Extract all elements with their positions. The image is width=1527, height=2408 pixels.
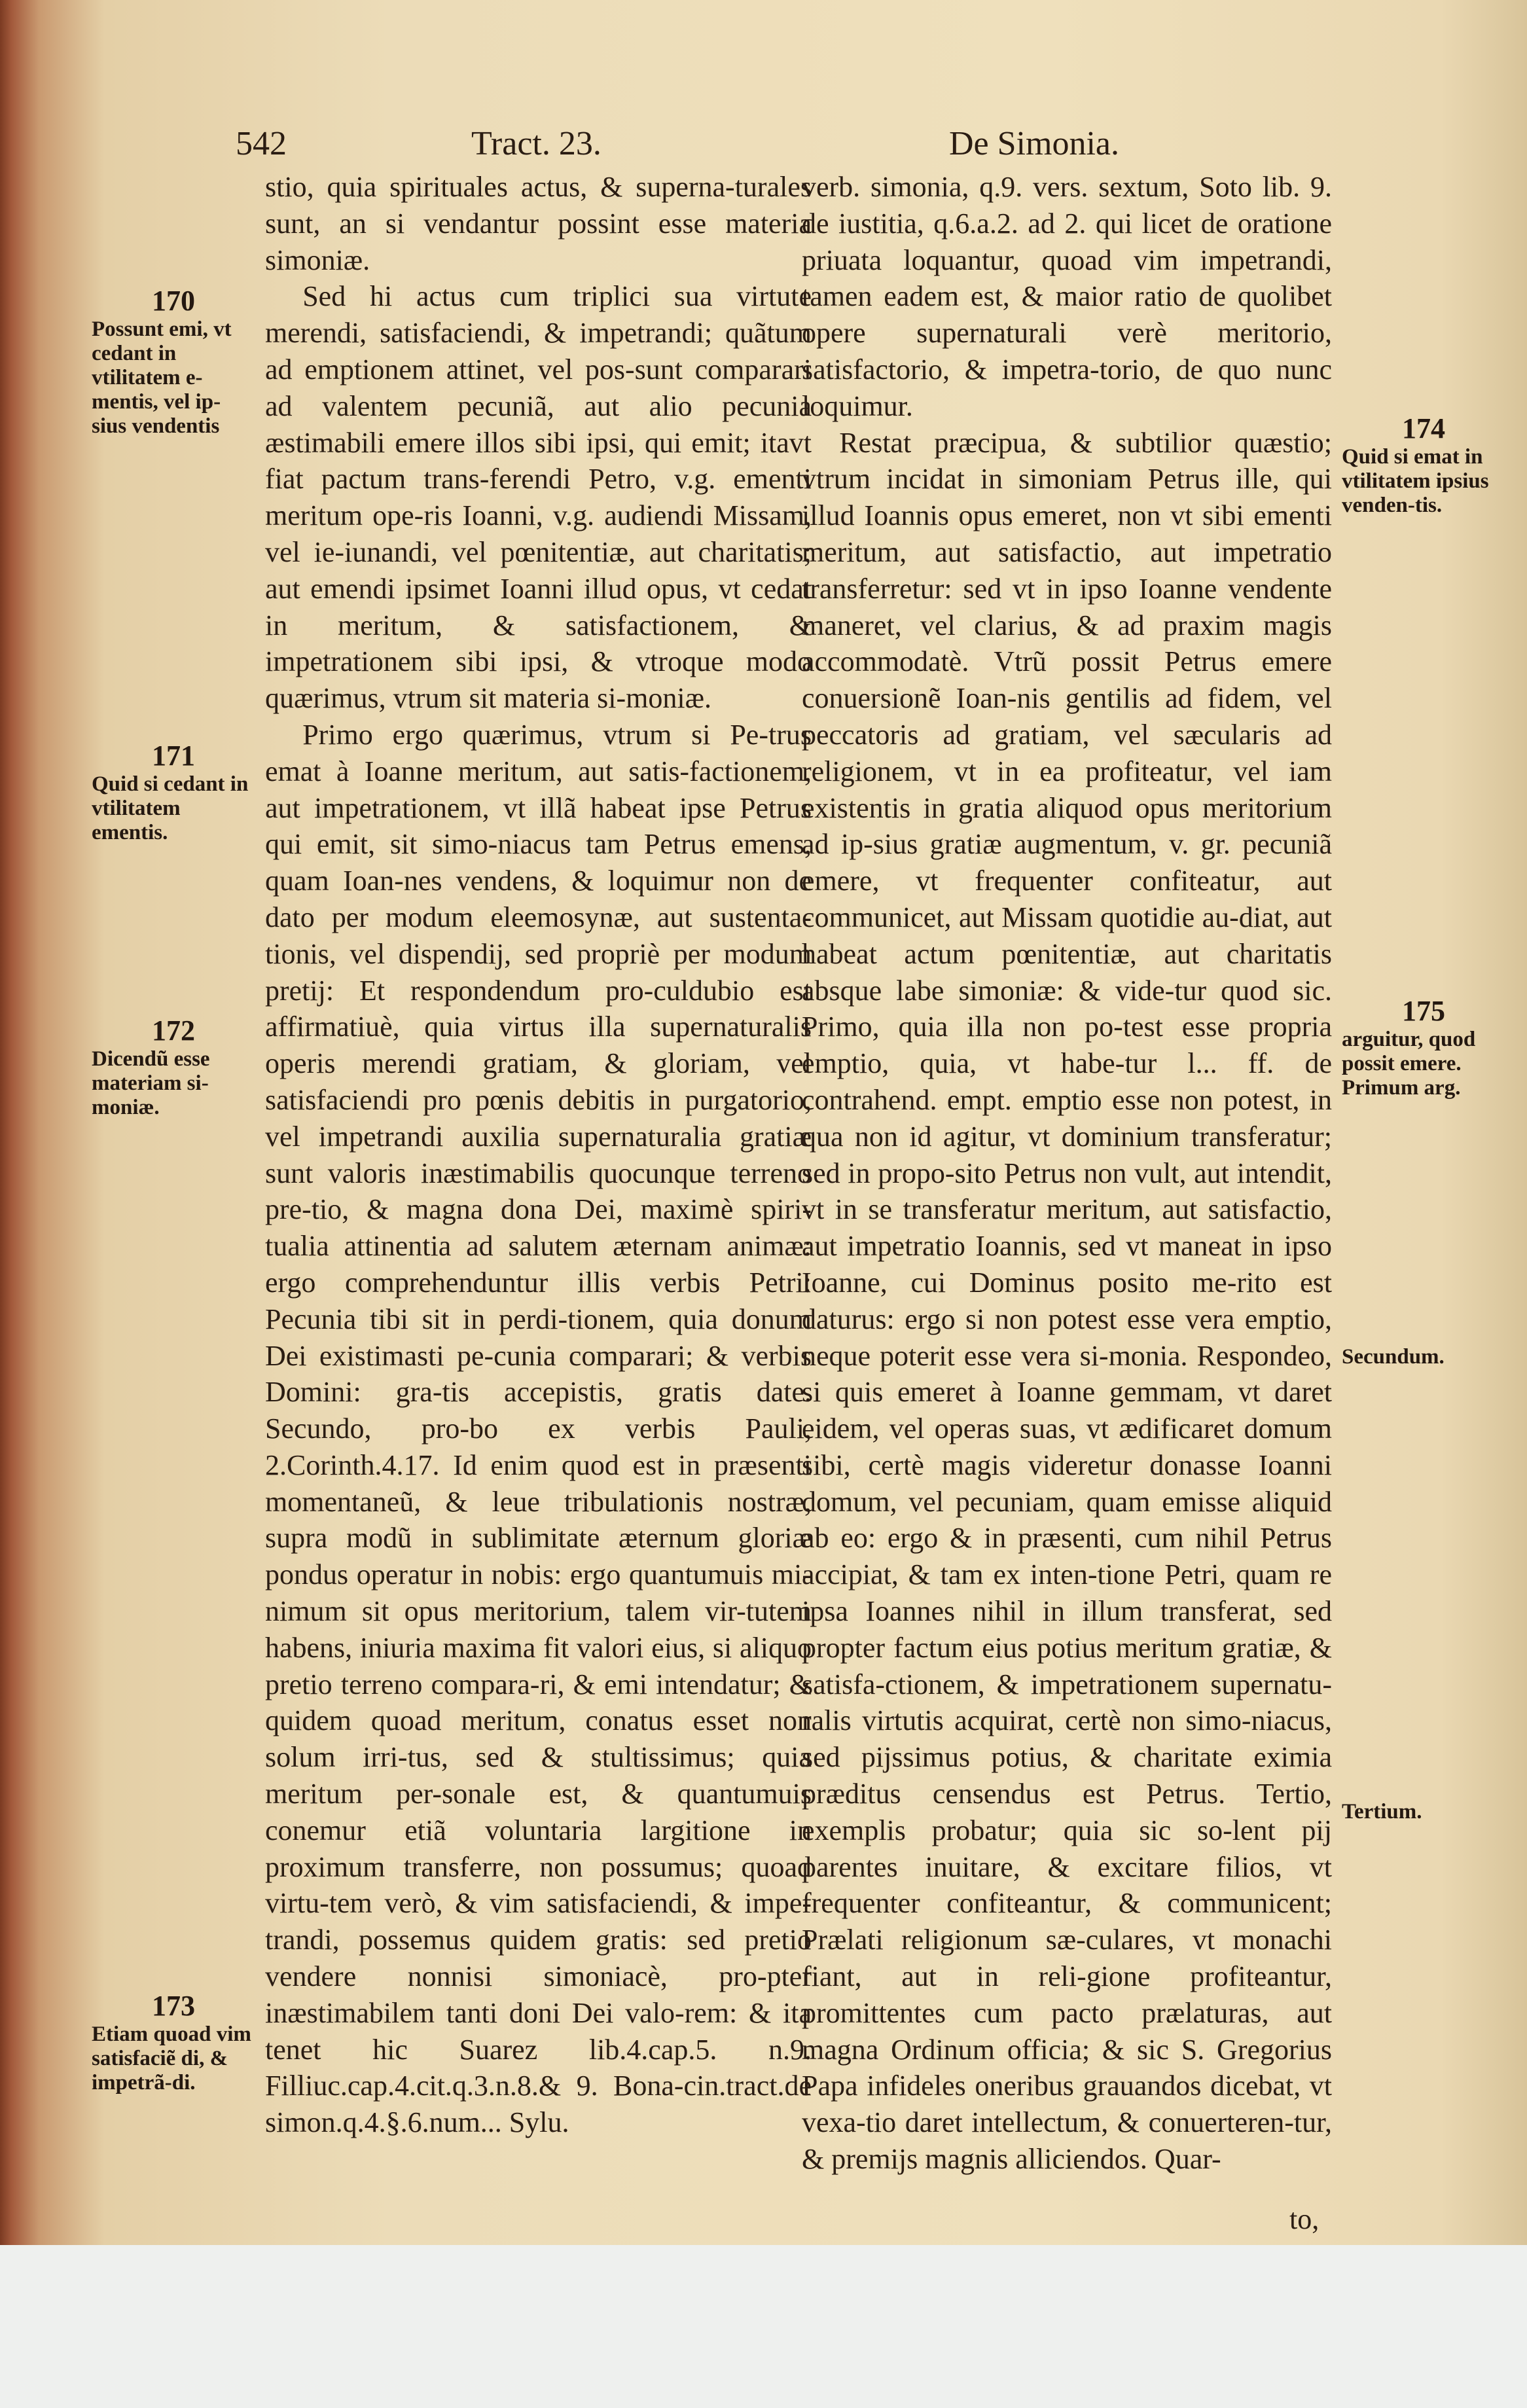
margin-note-text: arguitur, quod possit emere. Primum arg. bbox=[1342, 1028, 1476, 1100]
margin-note-173 bbox=[92, 1990, 255, 2095]
paragraph: Primo ergo quærimus, vtrum si Pe-trus emat à Ioanne meritum, aut satis-factionem, aut impetrationem, vt illã habeat ipse Petrus qui emit, sit simo-niacus tam Petrus emens, quam Ioan-nes vendens, & loquimur non de dato per modum eleemosynæ, aut sustenta-tionis, vel dispendij, sed propriè per modum pretij: Et respondendum pro-culdubio est affirmatiuè, quia virtus illa supernaturalis operis merendi gratiam, & gloriam, vel satisfaciendi pro pœnis debitis in purgatorio, vel impetrandi auxilia supernaturalia gratiæ sunt valoris inæstimabilis quocunque terreno pre-tio, & magna dona Dei, maximè spiri-tualia attinentia ad salutem æternam animæ: ergo comprehenduntur illis verbis Petri: Pecunia tibi sit in perdi-tionem, quia donum Dei existimasti pe-cunia comparari; & verbis Domini: gra-tis accepistis, gratis date. Secundo, pro-bo ex verbis Pauli, 2.Corinth.4.17. Id enim quod est in præsenti momentaneũ, & leue tribulationis nostræ, supra modũ in sublimitate æternum gloriæ pondus operatur in nobis: ergo quantumuis mi-nimum sit opus meritorium, talem vir-tutem habens, iniuria maxima fit valori eius, si aliquo pretio terreno compara-ri, & emi intendatur; & quidem quoad meritum, conatus esset non solum irri-tus, sed & stultissimus; quia meritum per-sonale est, & quantumuis conemur etiã voluntaria largitione in proximum transferre, non possumus; quoad virtu-tem verò, & vim satisfaciendi, & impe-trandi, possemus quidem gratis: sed pretio vendere nonnisi simoniacè, pro-pter inæstimabilem tanti doni Dei valo-rem: & ita tenet hic Suarez lib.4.cap.5. n.9. Filliuc.cap.4.cit.q.3.n.8.& 9. Bona-cin.tract.de simon.q.4.§.6.num... Sylu. bbox=[265, 718, 812, 2139]
scan-background-strip bbox=[0, 2245, 1527, 2408]
margin-note-number: 174 bbox=[1402, 412, 1445, 444]
running-header bbox=[236, 115, 1492, 173]
left-text-column bbox=[265, 169, 812, 2141]
paragraph: stio, quia spirituales actus, & superna-turales sunt, an si vendantur possint esse materia simoniæ. bbox=[265, 171, 812, 276]
margin-note-text: Etiam quoad vim satisfaciẽ di, & impetrã-di. bbox=[92, 2022, 251, 2094]
margin-note-174 bbox=[1342, 412, 1505, 518]
margin-note-175 bbox=[1342, 995, 1505, 1100]
margin-note-171 bbox=[92, 740, 255, 845]
margin-note-text: Secundum. bbox=[1342, 1345, 1445, 1369]
margin-note-number: 175 bbox=[1402, 995, 1445, 1027]
paragraph: Sed hi actus cum triplici sua virtute merendi, satisfaciendi, & impetrandi; quãtum ad emptionem attinet, vel pos-sunt comparari ad valentem pecuniã, aut alio pecunia æstimabili emere illos sibi ipsi, qui emit; itavt fiat pactum trans-ferendi Petro, v.g. ementi meritum ope-ris Ioanni, v.g. audiendi Missam, vel ie-iunandi, vel pœnitentiæ, aut charitatis; aut emendi ipsimet Ioanni illud opus, vt cedat in meritum, & satisfactionem, & impetrationem sibi ipsi, & vtroque modo quærimus, vtrum sit materia si-moniæ. bbox=[265, 280, 812, 715]
margin-note-number: 170 bbox=[152, 285, 195, 317]
header-left-title: Tract. 23. bbox=[471, 125, 602, 162]
margin-note-text: Possunt emi, vt cedant in vtilitatem e-mentis, vel ip-sius vendentis bbox=[92, 317, 232, 438]
paragraph: verb. simonia, q.9. vers. sextum, Soto lib. 9. de iustitia, q.6.a.2. ad 2. qui licet de oratione priuata loquantur, quoad vim impetrandi, tamen eadem est, & maior ratio de quolibet opere supernaturali verè meritorio, satisfactorio, & impetra-torio, de quo nunc loquimur. bbox=[802, 171, 1332, 422]
margin-note-text: Quid si cedant in vtilitatem ementis. bbox=[92, 772, 249, 844]
margin-note-number: 171 bbox=[152, 740, 195, 772]
margin-note-text: Dicendũ esse materiam si-moniæ. bbox=[92, 1047, 210, 1119]
header-right-title: De Simonia. bbox=[949, 125, 1119, 162]
margin-note-text: Quid si emat in vtilitatem ipsius venden-tis. bbox=[1342, 445, 1489, 517]
margin-note-tertium bbox=[1342, 1800, 1505, 1824]
right-text-column bbox=[802, 169, 1332, 2178]
page-number: 542 bbox=[236, 125, 287, 162]
margin-note-text: Tertium. bbox=[1342, 1800, 1422, 1824]
margin-note-secundum bbox=[1342, 1345, 1505, 1369]
catchword: to, bbox=[1289, 2203, 1320, 2235]
paragraph: Restat præcipua, & subtilior quæstio; vtrum incidat in simoniam Petrus ille, qui illud Ioannis opus emeret, non vt sibi ementi meritum, aut satisfactio, aut impetratio transferretur: sed vt in ipso Ioanne vendente maneret, vel clarius, & ad praxim magis accommodatè. Vtrũ possit Petrus emere conuersionẽ Ioan-nis gentilis ad fidem, vel peccatoris ad gratiam, vel sæcularis ad religionem, vt in ea profiteatur, vel iam existentis in gratia aliquod opus meritorium ad ip-sius gratiæ augmentum, v. gr. pecuniã emere, vt frequenter confiteatur, aut communicet, aut Missam quotidie au-diat, aut habeat actum pœnitentiæ, aut charitatis absque labe simoniæ: & vide-tur quod sic. Primo, quia illa non po-test esse propria emptio, quia, vt habe-tur l... ff. de contrahend. empt. emptio esse non potest, in qua non id agitur, vt dominium transferatur; sed in propo-sito Petrus non vult, aut intendit, vt in se transferatur meritum, aut satisfactio, aut impetratio Ioannis, sed vt maneat in ipso Ioanne, cui Dominus posito me-rito est daturus: ergo si non potest esse vera emptio, neque poterit esse vera si-monia. Respondeo, si quis emeret à Ioanne gemmam, vt daret eidem, vel operas suas, vt ædificaret domum sibi, certè magis videretur donasse Ioanni domum, vel pecuniam, quam emisse aliquid ab eo: ergo & in præsenti, cum nihil Petrus accipiat, & tam ex inten-tione Petri, quam re ipsa Ioannes nihil in illum transferat, sed propter factum eius potius meritum gratiæ, & satisfa-ctionem, & impetrationem supernatu-ralis virtutis acquirat, certè non simo-niacus, sed pijssimus potius, & charitate eximia præditus censendus est Petrus. Tertio, exemplis probatur; quia sic so-lent pij parentes inuitare, & excitare filios, vt frequenter confiteantur, & communicent; Prælati religionum sæ-culares, vt monachi fiant, aut in reli-gione profiteantur, promittentes cum pacto prælaturas, aut magna Ordinum officia; & sic S. Gregorius Papa infideles oneribus grauandos dicebat, vt vexa-tio daret intellectum, & conuerteren-tur, & premijs magnis alliciendos. Quar- bbox=[802, 426, 1332, 2176]
margin-note-number: 173 bbox=[152, 1990, 195, 2022]
margin-note-number: 172 bbox=[152, 1015, 195, 1047]
margin-note-170 bbox=[92, 285, 255, 439]
margin-note-172 bbox=[92, 1015, 255, 1120]
